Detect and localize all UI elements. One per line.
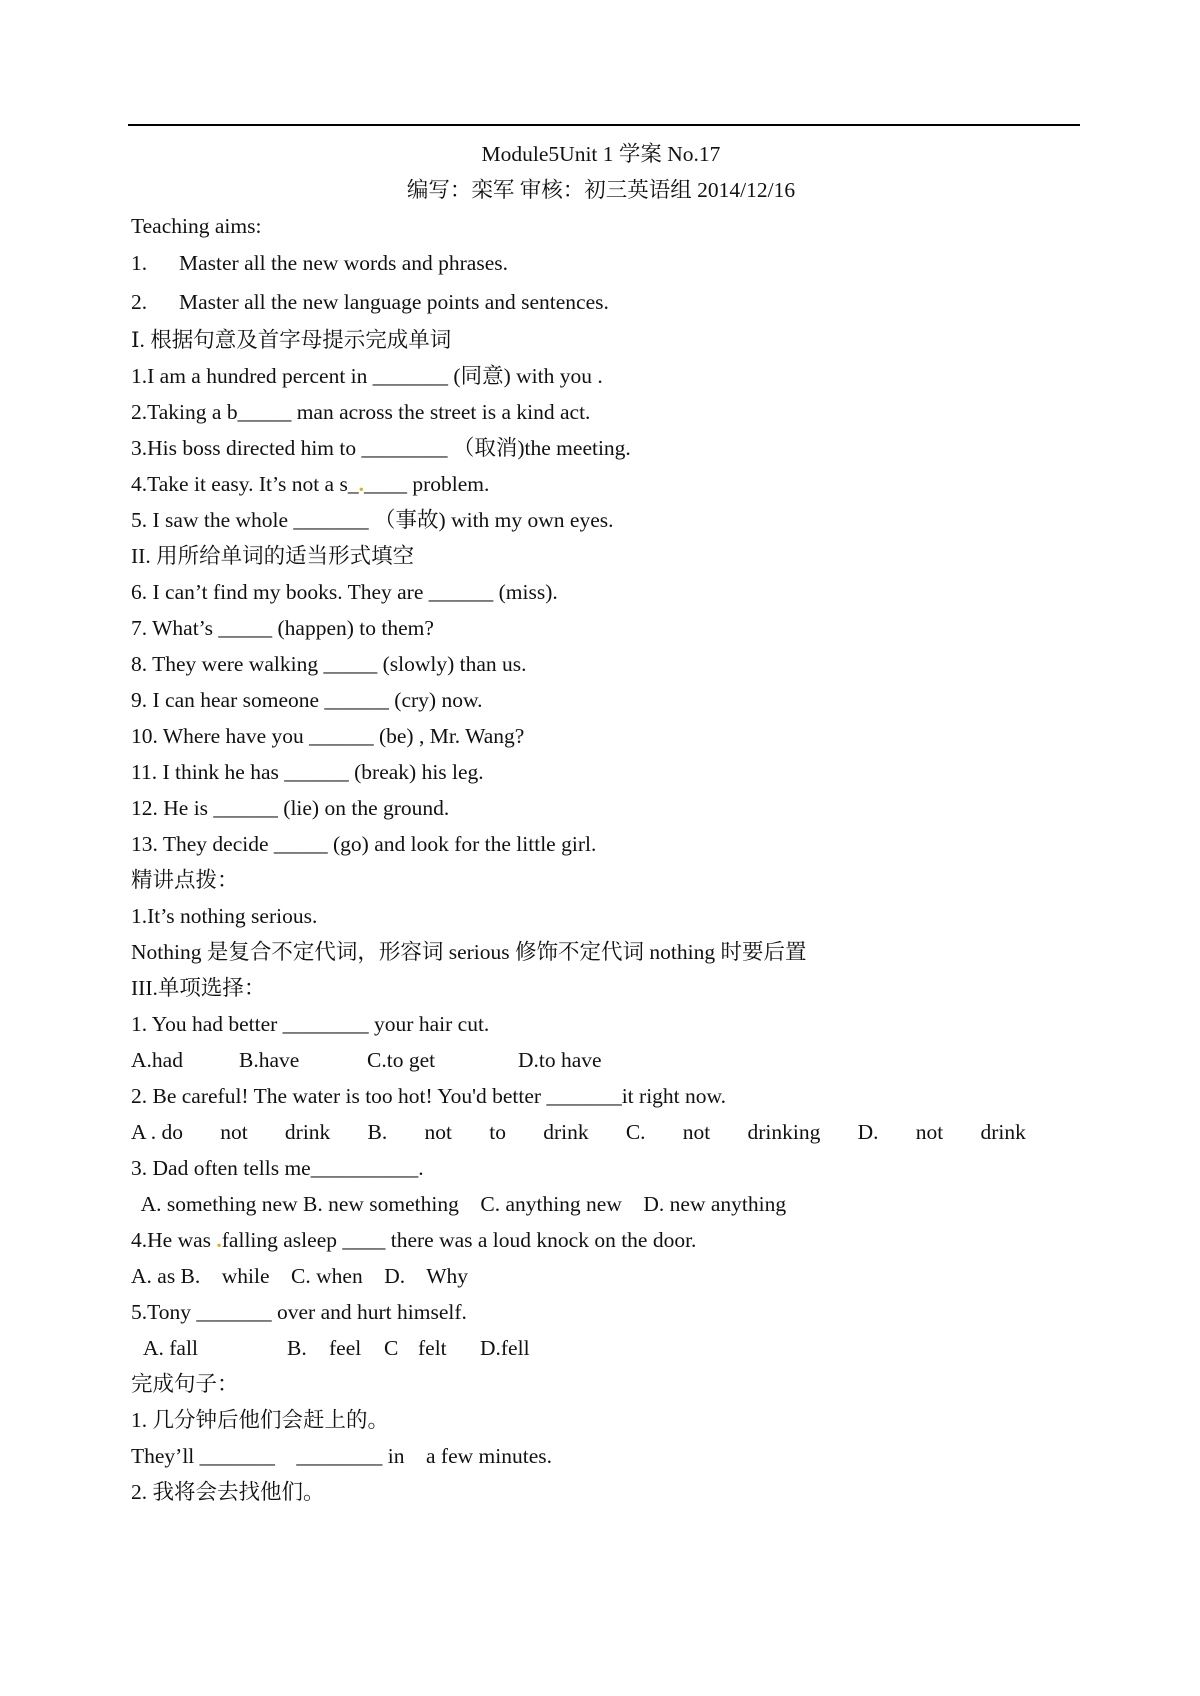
question: 12. He is ______ (lie) on the ground. [131,796,450,820]
question-part: 4.He was [131,1228,217,1252]
page-title: Module5Unit 1 学案 No.17 [481,142,721,166]
section-1-heading: Ⅰ. 根据句意及首字母提示完成单词 [131,328,452,352]
option-word: B. [367,1120,388,1144]
question: 3. Dad often tells me__________. [131,1156,424,1180]
aim-item [131,283,1071,322]
aim-item [131,244,1071,283]
question: 10. Where have you ______ (be) , Mr. Wang? [131,724,525,748]
yellow-dot-mark: . [358,472,364,496]
question: 8. They were walking _____ (slowly) than us. [131,652,527,676]
option-word: drinking [747,1120,821,1144]
question: 2. Be careful! The water is too hot! You'd better _______it right now. [131,1084,727,1108]
option-word: drink [980,1120,1026,1144]
notes-point: 1.It’s nothing serious. [131,904,318,928]
question: 1. You had better ________ your hair cut. [131,1012,490,1036]
option-word: not [682,1120,711,1144]
answer-options: A. something new B. new something C. anything new D. new anything [131,1192,787,1216]
question: 5. I saw the whole _______ （事故) with my own eyes. [131,508,614,532]
yellow-dot-mark: . [216,1228,222,1252]
aim-text: Master all the new language points and sentences. [179,290,609,314]
question: 5.Tony _______ over and hurt himself. [131,1300,467,1324]
question-part: falling asleep ____ there was a loud knock on the door. [221,1228,697,1252]
question: 7. What’s _____ (happen) to them? [131,616,434,640]
question [131,1222,1071,1258]
question: 1.I am a hundred percent in _______ (同意) with you . [131,364,603,388]
question: 1. 几分钟后他们会赶上的。 [131,1408,390,1432]
option-word: not [915,1120,944,1144]
option-word: C. [625,1120,646,1144]
option: C [384,1336,399,1360]
section-4-heading: 完成句子： [131,1372,239,1396]
answer-options: A. as B. while C. when D. Why [131,1264,469,1288]
option-word: drink [543,1120,589,1144]
option-word: drink [284,1120,331,1144]
top-rule [128,124,1080,126]
answer-options [131,1114,1026,1150]
option: B. [287,1336,307,1360]
aim-number: 1. [131,251,148,275]
option-word: not [220,1120,248,1144]
option: D.to have [518,1048,602,1072]
answer-options [131,1330,1071,1366]
option: B.have [239,1048,300,1072]
option-word: D. [857,1120,879,1144]
option-word: A . do [131,1120,183,1144]
section-2-heading: II. 用所给单词的适当形式填空 [131,544,415,568]
aims-heading: Teaching aims: [131,214,262,238]
worksheet [131,136,1071,1510]
option-word: not [424,1120,452,1144]
option-word: to [489,1120,506,1144]
question-part: ____ problem. [363,472,490,496]
question: 2.Taking a b_____ man across the street is a kind act. [131,400,591,424]
question: 13. They decide _____ (go) and look for the little girl. [131,832,597,856]
question: 6. I can’t find my books. They are ______ (miss). [131,580,558,604]
notes-explanation: Nothing 是复合不定代词，形容词 serious 修饰不定代词 nothing 时要后置 [131,940,807,964]
question: 11. I think he has ______ (break) his leg. [131,760,484,784]
option: D.fell [480,1336,530,1360]
aim-number: 2. [131,290,148,314]
option: C.to get [367,1048,436,1072]
answer-line: They’ll _______ ________ in a few minutes. [131,1444,552,1468]
notes-heading: 精讲点拨： [131,868,239,892]
option: A.had [131,1048,183,1072]
option: felt [418,1336,447,1360]
section-3-heading: III.单项选择： [131,976,266,1000]
answer-options [131,1042,1071,1078]
question: 3.His boss directed him to ________ （取消)the meeting. [131,436,631,460]
question-part: 4.Take it easy. It’s not a s_ [131,472,359,496]
question [131,466,1071,502]
option: feel [329,1336,362,1360]
option: A. fall [143,1336,198,1360]
byline: 编写：栾军 审核：初三英语组 2014/12/16 [406,178,796,202]
aim-text: Master all the new words and phrases. [179,251,508,275]
question: 9. I can hear someone ______ (cry) now. [131,688,483,712]
question: 2. 我将会去找他们。 [131,1480,325,1504]
